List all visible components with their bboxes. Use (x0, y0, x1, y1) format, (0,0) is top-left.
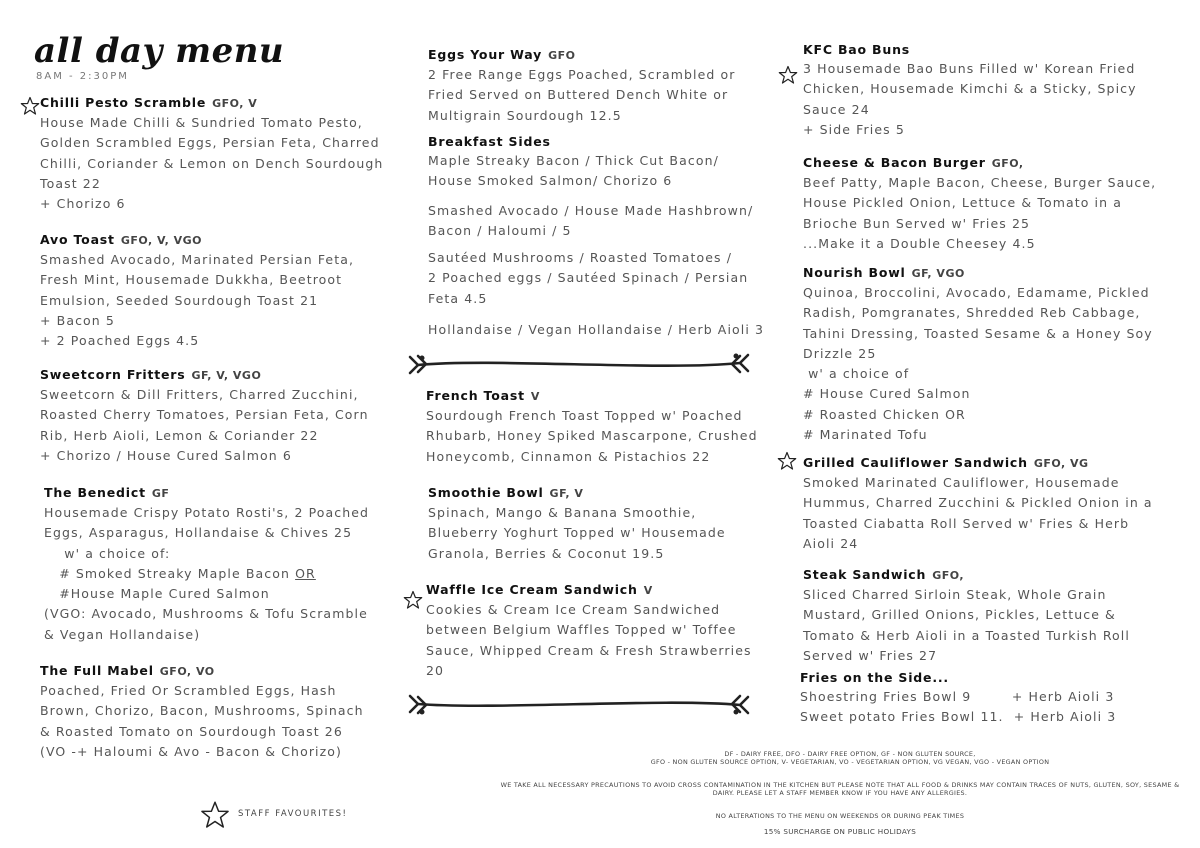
item-name-row (428, 484, 798, 503)
dietary-tags: GFO (548, 49, 576, 62)
item-desc-line: Drizzle 25 (803, 345, 877, 361)
menu-item-the-full-mabel (40, 662, 410, 762)
item-name: Avo Toast (40, 232, 115, 247)
item-name-row (803, 41, 1173, 59)
menu-item-eggs-your-way (428, 46, 798, 126)
item-desc-line: 20 (426, 662, 445, 678)
or-word: OR (295, 565, 316, 581)
item-desc-line: Multigrain Sourdough 12.5 (428, 107, 622, 123)
item-desc-line: Granola, Berries & Coconut 19.5 (428, 545, 665, 561)
dietary-tags: GFO, VG (1033, 457, 1089, 470)
item-desc-line: Smashed Avocado, Marinated Persian Feta, (40, 252, 355, 267)
opening-hours: 8AM - 2:30PM (36, 71, 129, 82)
menu-item-avo-toast (40, 231, 410, 351)
item-desc-line: Feta 4.5 (428, 290, 488, 306)
dietary-tags: GF, V, VGO (191, 369, 262, 382)
item-desc-line: Blueberry Yoghurt Topped w' Housemade (428, 525, 726, 541)
allergy-line: DAIRY. PLEASE LET A STAFF MEMBER KNOW IF YOU HAVE ANY ALLERGIES. (712, 789, 968, 797)
item-name: Grilled Cauliflower Sandwich (803, 455, 1028, 470)
item-desc-line: Poached, Fried Or Scrambled Eggs, Hash (40, 683, 337, 698)
item-desc-line: House Made Chilli & Sundried Tomato Pesto, (40, 115, 363, 130)
item-name: Breakfast Sides (428, 134, 551, 149)
dietary-tags: GFO, V (212, 97, 258, 110)
item-desc-line: (VO -+ Haloumi & Avo - Bacon & Chorizo) (40, 743, 343, 759)
dietary-tags: GF, VGO (911, 267, 965, 280)
item-desc-line (44, 564, 414, 584)
item-name-row (803, 566, 1173, 585)
item-desc-line: + Bacon 5 (40, 312, 115, 328)
item-desc-line: w' a choice of: (44, 545, 171, 561)
item-desc-line: House Pickled Onion, Lettuce & Tomato in a (803, 195, 1122, 211)
breakfast-sides-group (428, 320, 798, 340)
staff-favourites-label: STAFF FAVOURITES! (238, 809, 348, 819)
item-desc-line: Beef Patty, Maple Bacon, Cheese, Burger Sauce, (803, 175, 1157, 190)
item-name: French Toast (426, 388, 525, 403)
surcharge-notice: 15% SURCHARGE ON PUBLIC HOLIDAYS (763, 827, 917, 836)
menu-item-breakfast-sides (428, 133, 798, 192)
item-desc-line: Golden Scrambled Eggs, Persian Feta, Charred (40, 135, 380, 151)
item-desc-line: Roasted Cherry Tomatoes, Persian Feta, Corn (40, 407, 369, 423)
allergy-line: WE TAKE ALL NECESSARY PRECAUTIONS TO AVOID CROSS CONTAMINATION IN THE KITCHEN BUT PLEASE NOTE THAT ALL FOOD & DRINKS MAY CONTAIN TRACES OF NUTS, GLUTEN, SOY, SESAME & (500, 781, 1180, 789)
item-desc-line: Quinoa, Broccolini, Avocado, Edamame, Pickled (803, 285, 1150, 300)
item-desc-line: w' a choice of (803, 366, 910, 382)
item-name: Steak Sandwich (803, 567, 927, 582)
star-icon (777, 451, 797, 471)
dietary-tags: GF (151, 487, 170, 500)
item-desc-line: Aioli 24 (803, 535, 859, 551)
item-name-row (803, 154, 1173, 173)
menu-item-sweetcorn-fritters (40, 366, 410, 466)
item-name-row (803, 264, 1173, 283)
item-desc-line: Rhubarb, Honey Spiked Mascarpone, Crushed (426, 428, 758, 444)
star-icon (778, 65, 798, 85)
item-desc-line: Toast 22 (40, 175, 101, 191)
item-desc-line: Chilli, Coriander & Lemon on Dench Sourdough (40, 155, 384, 171)
item-desc-line: Radish, Pomgranates, Shredded Reb Cabbage, (803, 305, 1141, 321)
dietary-legend (560, 750, 1140, 766)
item-name-row (803, 454, 1173, 473)
item-desc-line: Served w' Fries 27 (803, 647, 938, 663)
item-desc-line: Sauce 24 (803, 101, 870, 117)
vine-divider (404, 690, 754, 720)
item-name-row (40, 662, 410, 681)
item-desc-line: Brown, Chorizo, Bacon, Mushrooms, Spinach (40, 703, 364, 719)
item-desc-line: Sweet potato Fries Bowl 11. + Herb Aioli 3 (800, 709, 1117, 725)
menu-item-nourish-bowl (803, 264, 1173, 445)
item-desc-line: Sourdough French Toast Topped w' Poached (426, 408, 743, 423)
menu-item-waffle-ice-cream-sandwich (426, 581, 796, 681)
menu-title: all day menu (34, 31, 285, 71)
item-desc-line: Tahini Dressing, Toasted Sesame & a Honey Soy (803, 325, 1153, 341)
item-desc-line: Hummus, Charred Zucchini & Pickled Onion in a (803, 495, 1153, 511)
dietary-tags: GFO, (991, 157, 1024, 170)
item-desc-line: Toasted Ciabatta Roll Served w' Fries & Herb (803, 515, 1130, 531)
item-desc-line: Mustard, Grilled Onions, Pickles, Lettuce & (803, 607, 1116, 623)
item-desc-line: between Belgium Waffles Topped w' Toffee (426, 622, 737, 638)
menu-item-french-toast (426, 387, 796, 467)
breakfast-sides-group (428, 248, 798, 309)
item-desc-line: 2 Free Range Eggs Poached, Scrambled or (428, 67, 736, 82)
item-desc-line: Emulsion, Seeded Sourdough Toast 21 (40, 292, 319, 308)
dietary-tags: GF, V (549, 487, 584, 500)
item-desc-line: Housemade Crispy Potato Rosti's, 2 Poached (44, 505, 370, 520)
item-name-row (428, 133, 798, 151)
item-desc-line: Sliced Charred Sirloin Steak, Whole Grain (803, 587, 1107, 602)
item-desc-line: + Chorizo / House Cured Salmon 6 (40, 447, 292, 463)
star-icon (200, 800, 230, 830)
item-name-row (40, 94, 410, 113)
choice-option: # Smoked Streaky Maple Bacon (44, 565, 291, 581)
item-desc-line: + 2 Poached Eggs 4.5 (40, 333, 200, 349)
item-desc-line: # Marinated Tofu (803, 427, 928, 443)
star-icon (403, 590, 423, 610)
item-name: Eggs Your Way (428, 47, 543, 62)
allergy-notice (480, 781, 1200, 797)
item-desc-line: # Roasted Chicken OR (803, 406, 966, 422)
star-icon (20, 96, 40, 116)
item-desc-line: Eggs, Asparagus, Hollandaise & Chives 25 (44, 525, 353, 541)
item-desc-line: Sautéed Mushrooms / Roasted Tomatoes / (428, 250, 733, 265)
item-desc-line: House Smoked Salmon/ Chorizo 6 (428, 173, 673, 189)
item-name: Chilli Pesto Scramble (40, 95, 207, 110)
dietary-tags: GFO, VO (159, 665, 215, 678)
item-desc-line: Cookies & Cream Ice Cream Sandwiched (426, 602, 721, 617)
menu-item-cheese-bacon-burger (803, 154, 1173, 254)
item-desc-line: Brioche Bun Served w' Fries 25 (803, 215, 1031, 231)
legend-line: GFO - NON GLUTEN SOURCE OPTION, V- VEGETARIAN, VO - VEGETARIAN OPTION, VG VEGAN, VGO - VEGAN OPTION (650, 758, 1050, 766)
item-desc-line: Bacon / Haloumi / 5 (428, 223, 572, 239)
item-desc-line: Spinach, Mango & Banana Smoothie, (428, 505, 697, 520)
item-desc-line: # House Cured Salmon (803, 386, 971, 402)
item-desc-line: + Side Fries 5 (803, 121, 905, 137)
menu-item-the-benedict (44, 484, 414, 645)
item-desc-line: Sauce, Whipped Cream & Fresh Strawberries (426, 642, 752, 658)
item-name-row (40, 231, 410, 250)
menu-item-smoothie-bowl (428, 484, 798, 564)
item-desc-line: Smashed Avocado / House Made Hashbrown/ (428, 203, 754, 218)
item-desc-line: (VGO: Avocado, Mushrooms & Tofu Scramble (44, 606, 368, 622)
item-desc-line: Tomato & Herb Aioli in a Toasted Turkish Roll (803, 627, 1130, 643)
item-desc-line: & Roasted Tomato on Sourdough Toast 26 (40, 723, 343, 739)
vine-divider (404, 349, 754, 379)
item-name: Fries on the Side... (800, 670, 949, 685)
item-name: KFC Bao Buns (803, 42, 911, 57)
dietary-tags: GFO, (932, 569, 965, 582)
item-name: Cheese & Bacon Burger (803, 155, 986, 170)
item-desc-line: Sweetcorn & Dill Fritters, Charred Zucchini, (40, 387, 359, 402)
item-desc-line: Rib, Herb Aioli, Lemon & Coriander 22 (40, 427, 319, 443)
dietary-tags: V (530, 390, 540, 403)
dietary-tags: GFO, V, VGO (120, 234, 202, 247)
menu-item-grilled-cauliflower-sandwich (803, 454, 1173, 554)
no-alterations-notice: NO ALTERATIONS TO THE MENU ON WEEKENDS OR DURING PEAK TIMES (715, 812, 965, 820)
item-name: Smoothie Bowl (428, 485, 544, 500)
item-name-row (428, 46, 798, 65)
item-desc-line: ...Make it a Double Cheesey 4.5 (803, 235, 1036, 251)
item-desc-line: Fresh Mint, Housemade Dukkha, Beetroot (40, 272, 343, 288)
item-desc-line: 3 Housemade Bao Buns Filled w' Korean Fried (803, 61, 1136, 76)
menu-item-steak-sandwich (803, 566, 1173, 666)
item-desc-line: #House Maple Cured Salmon (44, 586, 270, 602)
item-desc-line: Hollandaise / Vegan Hollandaise / Herb Aioli 3 (428, 322, 765, 337)
item-name: The Full Mabel (40, 663, 154, 678)
item-name: The Benedict (44, 485, 146, 500)
item-name-row (800, 669, 1170, 687)
item-name-row (40, 366, 410, 385)
item-name: Waffle Ice Cream Sandwich (426, 582, 638, 597)
menu-item-fries-on-the-side (800, 669, 1170, 728)
breakfast-sides-group (428, 201, 798, 242)
legend-line: DF - DAIRY FREE, DFO - DAIRY FREE OPTION, GF - NON GLUTEN SOURCE, (724, 750, 976, 758)
item-name-row (426, 387, 796, 406)
item-name-row (426, 581, 796, 600)
item-name: Nourish Bowl (803, 265, 906, 280)
menu-item-kfc-bao-buns (803, 41, 1173, 140)
item-name: Sweetcorn Fritters (40, 367, 186, 382)
item-desc-line: Shoestring Fries Bowl 9 + Herb Aioli 3 (800, 689, 1115, 704)
item-desc-line: 2 Poached eggs / Sautéed Spinach / Persian (428, 270, 749, 286)
item-desc-line: Smoked Marinated Cauliflower, Housemade (803, 475, 1120, 490)
item-desc-line: Chicken, Housemade Kimchi & a Sticky, Spicy (803, 81, 1137, 97)
item-name-row (44, 484, 414, 503)
dietary-tags: V (643, 584, 653, 597)
item-desc-line: + Chorizo 6 (40, 196, 126, 212)
item-desc-line: Honeycomb, Cinnamon & Pistachios 22 (426, 448, 711, 464)
item-desc-line: & Vegan Hollandaise) (44, 626, 201, 642)
item-desc-line: Fried Served on Buttered Dench White or (428, 87, 729, 103)
menu-item-chilli-pesto-scramble (40, 94, 410, 214)
item-desc-line: Maple Streaky Bacon / Thick Cut Bacon/ (428, 153, 719, 168)
